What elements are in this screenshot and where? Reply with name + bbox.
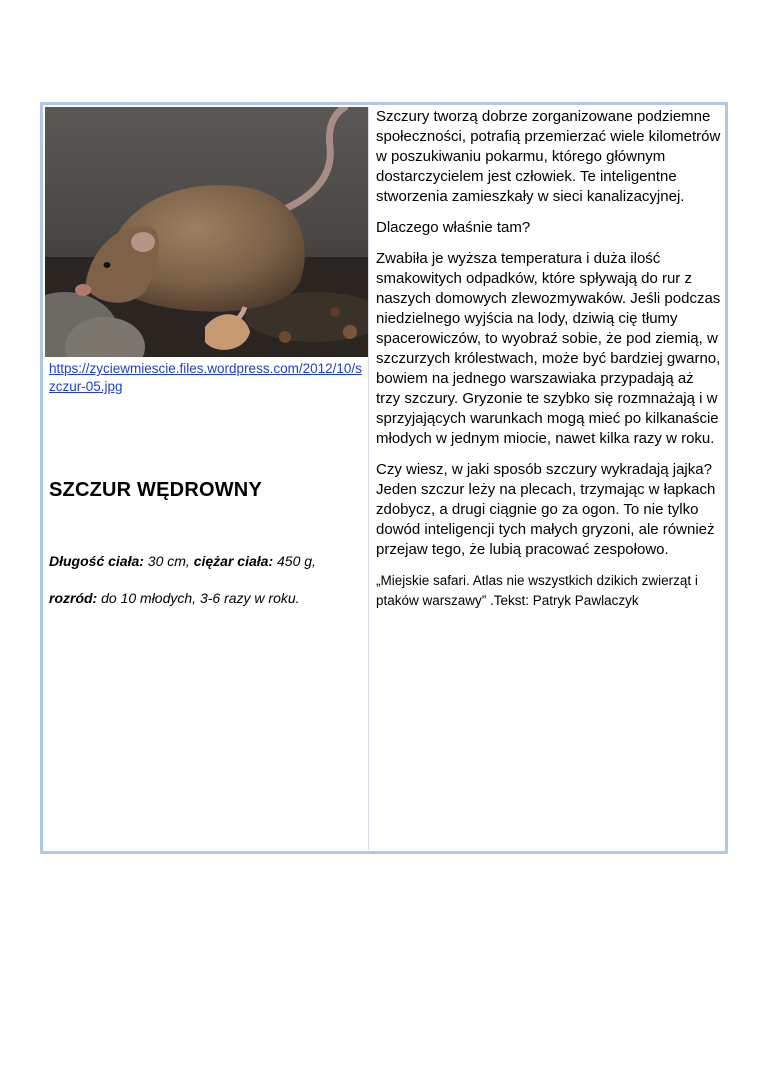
column-divider bbox=[368, 107, 369, 850]
body-size-line bbox=[49, 553, 316, 569]
length-label: Długość ciała: bbox=[49, 553, 144, 569]
reproduction-line bbox=[49, 590, 300, 606]
article-paragraph-1: Szczury tworzą dobrze zorganizowane podziemne społeczności, potrafią przemierzać wiele kilometrów w poszukiwaniu pokarmu, którego głównym dostarczycielem jest człowiek. Te inteligentne stworzenia zamieszkały w sieci kanalizacyjnej. bbox=[376, 108, 721, 205]
weight-value: 450 g, bbox=[273, 553, 316, 569]
article-paragraph-3: Zwabiła je wyższa temperatura i duża ilość smakowitych odpadków, które spływają do rur z naszych domowych zlewozmywaków. Jeśli podczas niedzielnego wyjścia na lody, dziwią cię tłumy spacerowiczów, to wyobraź sobie, że pod ziemią, w szczurzych królestwach, może być bardziej gwarno, bowiem na jednego warszawiaka przypadają aż trzy szczury. Gryzonie te szybko się rozmnażają i w sprzyjających warunkach mogą mieć po kilkanaście młodych w jednym miocie, nawet kilka razy w roku. bbox=[376, 250, 721, 447]
species-title: SZCZUR WĘDROWNY bbox=[49, 479, 262, 501]
reproduction-value: do 10 młodych, 3-6 razy w roku. bbox=[97, 590, 300, 606]
left-column bbox=[45, 107, 368, 850]
article-paragraph-4: Czy wiesz, w jaki sposób szczury wykradają jajka? Jeden szczur leży na plecach, trzymając w łapkach zdobycz, a drugi ciągnie go za ogon. To nie tylko dowód inteligencji tych małych gryzoni, ale również przejaw tego, że lubią pracować zespołowo. bbox=[376, 461, 716, 558]
reproduction-label: rozród: bbox=[49, 590, 98, 606]
article-column bbox=[376, 107, 721, 622]
article-source: „Miejskie safari. Atlas nie wszystkich dzikich zwierząt i ptaków warszawy” .Tekst: Patryk Pawlaczyk bbox=[376, 573, 698, 608]
rat-photo bbox=[45, 107, 368, 357]
weight-label: ciężar ciała: bbox=[193, 553, 274, 569]
article-paragraph-2: Dlaczego właśnie tam? bbox=[376, 219, 531, 236]
image-source-link[interactable]: https://zyciewmiescie.files.wordpress.com/2012/10/szczur-05.jpg bbox=[49, 361, 362, 394]
length-value: 30 cm, bbox=[143, 553, 194, 569]
